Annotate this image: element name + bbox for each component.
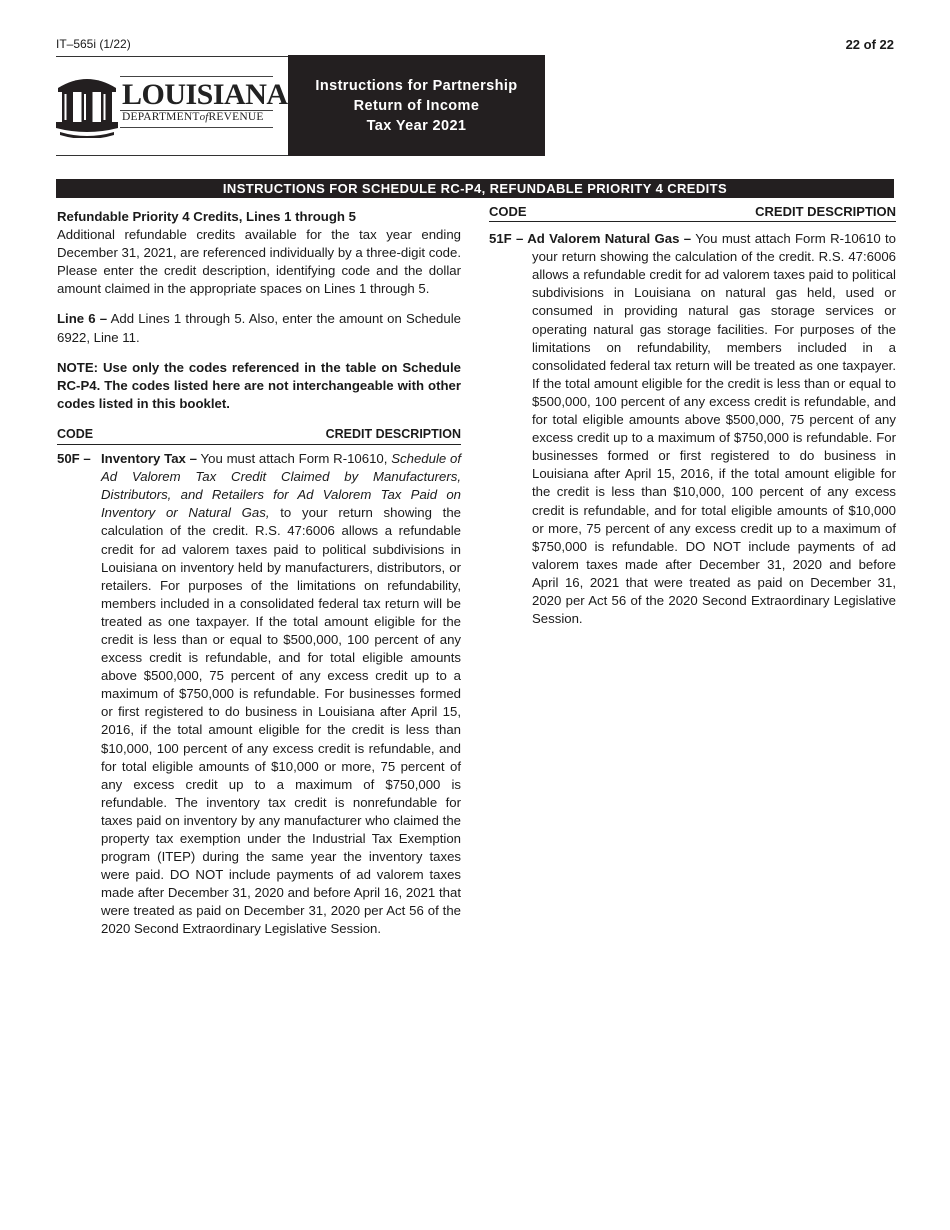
right-column (489, 203, 896, 628)
document-title-box (288, 55, 545, 156)
code-table-header (489, 203, 896, 222)
credit-description: Inventory Tax – You must attach Form R-10610, Schedule of Ad Valorem Tax Credit Claimed by Manufacturers, Distributors, and Retailers for Ad Valorem Tax Paid on Inventory or Natural Gas, to your return showing the calculation of the credit. R.S. 47:6006 allows a refundable credit for ad valorem taxes paid to political subdivisions in Louisiana on inventory held by manufacturers, distributors, or retailers. For purposes of the limitations on refundability, members included in a consolidated federal tax return will be treated as one taxpayer. If the total amount eligible for the credit is less than or equal to $500,000, 100 percent of any excess credit is refundable, and for total eligible amounts above $500,000, 75 percent of any excess credit up to a maximum of $750,000 is refundable. For businesses formed or first registered to do business in Louisiana after April 15, 2016, if the total amount eligible for the credit is less than $10,000, 100 percent of any excess credit is refundable, and for total eligible amounts of $10,000 or more, 75 percent of any excess credit up to a maximum of $750,000 is refundable. The inventory tax credit is nonrefundable for taxes paid on inventory by any manufacturer who claimed the property tax exemption under the Industrial Tax Exemption program (ITEP) during the same year the inventory taxes were paid. DO NOT include payments of ad valorem taxes made after December 31, 2020 and before April 16, 2021 that were treated as paid on December 31, 2020 per Act 56 of the 2020 Second Extraordinary Legislative Session. (101, 451, 462, 937)
description-column-header: CREDIT DESCRIPTION (325, 426, 461, 441)
capitol-columns-icon (56, 74, 118, 138)
header-rule-top (56, 56, 288, 57)
louisiana-revenue-logo (56, 72, 288, 138)
intro-paragraph: Additional refundable credits available for the tax year ending December 31, 2021, are referenced individually by a three-digit code. Please enter the credit description, identifying code and the dollar amount claimed in the appropriate spaces on Lines 1 through 5. (57, 227, 461, 297)
code-table-header (57, 425, 461, 445)
logo-rule-bottom (120, 127, 273, 128)
credit-entry-51f: 51F – Ad Valorem Natural Gas – You must attach Form R-10610 to your return showing the calculation of the credit. R.S. 47:6006 allows a refundable credit for ad valorem taxes paid to political subdivisions in Louisiana on natural gas held, used or consumed in providing natural gas storage services or operating natural gas storage facilities. For purposes of the limitations on refundability, members included in a consolidated federal tax return will be treated as one taxpayer. If the total amount eligible for the credit is less than or equal to $500,000, 100 percent of any excess credit is refundable, and for total eligible amounts above $500,000, 75 percent of any excess credit up to a maximum of $750,000 is refundable. For businesses formed or first registered to do business in Louisiana after April 15, 2016, if the total amount eligible for the credit is less than $10,000, 100 percent of any excess credit is refundable, and for total eligible amounts of $10,000 or more, 75 percent of any excess credit up to a maximum of $750,000 is refundable. DO NOT include payments of ad valorem taxes made after December 31, 2020 and before April 16, 2021 that were treated as paid on December 31, 2020 per Act 56 of the 2020 Second Extraordinary Legislative Session. (489, 231, 896, 627)
form-id: IT–565i (1/22) (56, 37, 131, 51)
left-column (57, 208, 461, 939)
code-column-header: CODE (57, 426, 94, 441)
section-heading: Refundable Priority 4 Credits, Lines 1 through 5 (57, 209, 356, 224)
code-column-header: CODE (489, 204, 527, 219)
page-number: 22 of 22 (845, 37, 894, 52)
logo-subtitle: DEPARTMENTofREVENUE (122, 111, 264, 123)
header-rule-bottom (56, 155, 288, 156)
logo-rule-top (120, 76, 273, 77)
logo-wordmark: LOUISIANA (122, 78, 288, 111)
note-paragraph: NOTE: Use only the codes referenced in the table on Schedule RC-P4. The codes listed here are not interchangeable with other codes listed in this booklet. (57, 359, 461, 411)
title-line-2: Return of Income (353, 97, 480, 114)
credit-entry-50f (57, 450, 461, 939)
line6-paragraph: Line 6 – Add Lines 1 through 5. Also, enter the amount on Schedule 6922, Line 11. (57, 311, 461, 345)
title-line-1: Instructions for Partnership (315, 77, 518, 94)
title-line-3: Tax Year 2021 (366, 117, 467, 134)
credit-code: 50F – (57, 451, 91, 467)
schedule-title-bar: INSTRUCTIONS FOR SCHEDULE RC-P4, REFUNDABLE PRIORITY 4 CREDITS (56, 179, 894, 198)
description-column-header: CREDIT DESCRIPTION (755, 204, 896, 219)
